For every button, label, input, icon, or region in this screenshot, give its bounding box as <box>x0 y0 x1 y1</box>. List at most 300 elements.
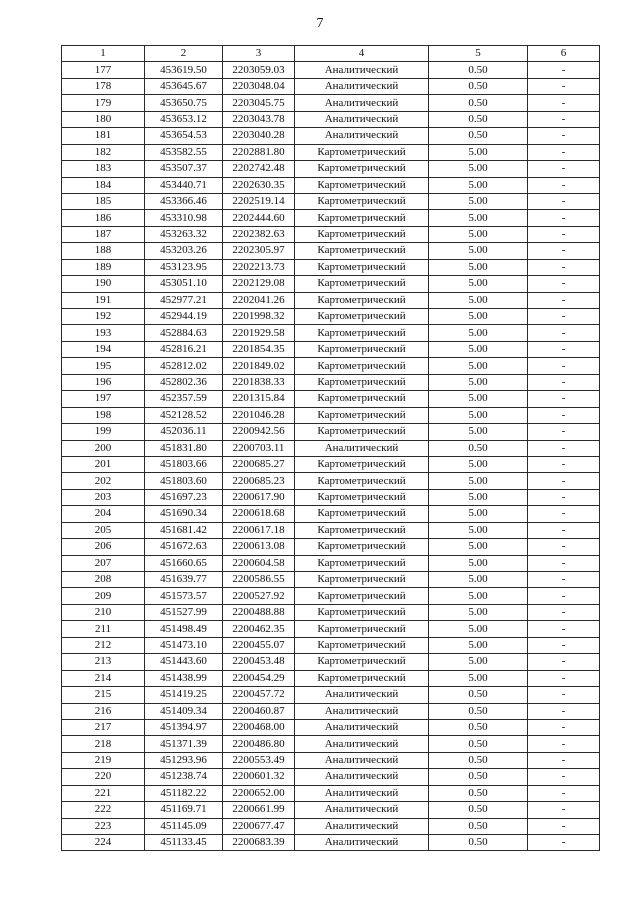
x-coordinate-cell: 453653.12 <box>145 111 223 127</box>
y-coordinate-cell: 2202382.63 <box>223 226 295 242</box>
method-cell: Картометрический <box>295 276 429 292</box>
y-coordinate-cell: 2200460.87 <box>223 703 295 719</box>
x-coordinate-cell: 453440.71 <box>145 177 223 193</box>
accuracy-cell: 5.00 <box>429 621 528 637</box>
accuracy-cell: 5.00 <box>429 456 528 472</box>
point-number-cell: 219 <box>62 752 145 768</box>
method-cell: Картометрический <box>295 193 429 209</box>
table-row <box>62 736 600 752</box>
accuracy-cell: 5.00 <box>429 506 528 522</box>
table-row <box>62 78 600 94</box>
note-cell: - <box>528 309 600 325</box>
note-cell: - <box>528 604 600 620</box>
table-row <box>62 637 600 653</box>
method-cell: Картометрический <box>295 670 429 686</box>
method-cell: Картометрический <box>295 259 429 275</box>
note-cell: - <box>528 539 600 555</box>
x-coordinate-cell: 453123.95 <box>145 259 223 275</box>
table-row <box>62 555 600 571</box>
method-cell: Картометрический <box>295 292 429 308</box>
y-coordinate-cell: 2200486.80 <box>223 736 295 752</box>
note-cell: - <box>528 292 600 308</box>
table-row <box>62 391 600 407</box>
point-number-cell: 188 <box>62 243 145 259</box>
method-cell: Аналитический <box>295 128 429 144</box>
note-cell: - <box>528 95 600 111</box>
page-number: 7 <box>316 16 324 31</box>
method-cell: Аналитический <box>295 703 429 719</box>
x-coordinate-cell: 451409.34 <box>145 703 223 719</box>
method-cell: Картометрический <box>295 144 429 160</box>
point-number-cell: 208 <box>62 572 145 588</box>
note-cell: - <box>528 473 600 489</box>
y-coordinate-cell: 2202742.48 <box>223 161 295 177</box>
x-coordinate-cell: 451697.23 <box>145 489 223 505</box>
note-cell: - <box>528 177 600 193</box>
accuracy-cell: 5.00 <box>429 424 528 440</box>
table-row <box>62 769 600 785</box>
note-cell: - <box>528 440 600 456</box>
accuracy-cell: 5.00 <box>429 341 528 357</box>
x-coordinate-cell: 451394.97 <box>145 719 223 735</box>
y-coordinate-cell: 2200617.90 <box>223 489 295 505</box>
y-coordinate-cell: 2202519.14 <box>223 193 295 209</box>
point-number-cell: 223 <box>62 818 145 834</box>
table-row <box>62 719 600 735</box>
note-cell: - <box>528 374 600 390</box>
point-number-cell: 183 <box>62 161 145 177</box>
accuracy-cell: 5.00 <box>429 555 528 571</box>
point-number-cell: 213 <box>62 654 145 670</box>
x-coordinate-cell: 452816.21 <box>145 341 223 357</box>
method-cell: Картометрический <box>295 374 429 390</box>
x-coordinate-cell: 451473.10 <box>145 637 223 653</box>
x-coordinate-cell: 451169.71 <box>145 802 223 818</box>
column-header-4: 4 <box>295 46 429 62</box>
point-number-cell: 180 <box>62 111 145 127</box>
method-cell: Картометрический <box>295 391 429 407</box>
point-number-cell: 178 <box>62 78 145 94</box>
point-number-cell: 198 <box>62 407 145 423</box>
x-coordinate-cell: 451438.99 <box>145 670 223 686</box>
method-cell: Картометрический <box>295 325 429 341</box>
y-coordinate-cell: 2203059.03 <box>223 62 295 78</box>
x-coordinate-cell: 452977.21 <box>145 292 223 308</box>
table-row <box>62 506 600 522</box>
note-cell: - <box>528 341 600 357</box>
note-cell: - <box>528 78 600 94</box>
note-cell: - <box>528 637 600 653</box>
y-coordinate-cell: 2202444.60 <box>223 210 295 226</box>
point-number-cell: 222 <box>62 802 145 818</box>
x-coordinate-cell: 451831.80 <box>145 440 223 456</box>
table-row <box>62 654 600 670</box>
point-number-cell: 211 <box>62 621 145 637</box>
y-coordinate-cell: 2202305.97 <box>223 243 295 259</box>
note-cell: - <box>528 703 600 719</box>
note-cell: - <box>528 193 600 209</box>
note-cell: - <box>528 621 600 637</box>
note-cell: - <box>528 670 600 686</box>
accuracy-cell: 5.00 <box>429 276 528 292</box>
x-coordinate-cell: 453263.32 <box>145 226 223 242</box>
table-row <box>62 128 600 144</box>
y-coordinate-cell: 2200683.39 <box>223 835 295 851</box>
table-row <box>62 604 600 620</box>
x-coordinate-cell: 451681.42 <box>145 522 223 538</box>
method-cell: Картометрический <box>295 588 429 604</box>
table-row <box>62 687 600 703</box>
accuracy-cell: 0.50 <box>429 818 528 834</box>
y-coordinate-cell: 2202213.73 <box>223 259 295 275</box>
note-cell: - <box>528 687 600 703</box>
note-cell: - <box>528 802 600 818</box>
method-cell: Картометрический <box>295 604 429 620</box>
x-coordinate-cell: 451238.74 <box>145 769 223 785</box>
point-number-cell: 191 <box>62 292 145 308</box>
table-row <box>62 226 600 242</box>
table-row <box>62 193 600 209</box>
y-coordinate-cell: 2200457.72 <box>223 687 295 703</box>
accuracy-cell: 0.50 <box>429 703 528 719</box>
method-cell: Картометрический <box>295 309 429 325</box>
method-cell: Картометрический <box>295 489 429 505</box>
y-coordinate-cell: 2200617.18 <box>223 522 295 538</box>
y-coordinate-cell: 2203048.04 <box>223 78 295 94</box>
y-coordinate-cell: 2201929.58 <box>223 325 295 341</box>
column-header-2: 2 <box>145 46 223 62</box>
note-cell: - <box>528 785 600 801</box>
y-coordinate-cell: 2200613.08 <box>223 539 295 555</box>
x-coordinate-cell: 451672.63 <box>145 539 223 555</box>
y-coordinate-cell: 2202881.80 <box>223 144 295 160</box>
table-row <box>62 95 600 111</box>
table-row <box>62 835 600 851</box>
point-number-cell: 201 <box>62 456 145 472</box>
column-header-6: 6 <box>528 46 600 62</box>
x-coordinate-cell: 453650.75 <box>145 95 223 111</box>
note-cell: - <box>528 407 600 423</box>
y-coordinate-cell: 2200454.29 <box>223 670 295 686</box>
method-cell: Аналитический <box>295 719 429 735</box>
accuracy-cell: 5.00 <box>429 539 528 555</box>
column-header-3: 3 <box>223 46 295 62</box>
method-cell: Картометрический <box>295 226 429 242</box>
x-coordinate-cell: 451690.34 <box>145 506 223 522</box>
y-coordinate-cell: 2202630.35 <box>223 177 295 193</box>
x-coordinate-cell: 453654.53 <box>145 128 223 144</box>
method-cell: Аналитический <box>295 818 429 834</box>
x-coordinate-cell: 452128.52 <box>145 407 223 423</box>
point-number-cell: 193 <box>62 325 145 341</box>
method-cell: Картометрический <box>295 572 429 588</box>
point-number-cell: 195 <box>62 358 145 374</box>
method-cell: Картометрический <box>295 161 429 177</box>
header-row <box>62 46 600 62</box>
y-coordinate-cell: 2200604.58 <box>223 555 295 571</box>
note-cell: - <box>528 456 600 472</box>
note-cell: - <box>528 259 600 275</box>
x-coordinate-cell: 453507.37 <box>145 161 223 177</box>
accuracy-cell: 5.00 <box>429 374 528 390</box>
y-coordinate-cell: 2200453.48 <box>223 654 295 670</box>
x-coordinate-cell: 451293.96 <box>145 752 223 768</box>
point-number-cell: 182 <box>62 144 145 160</box>
accuracy-cell: 5.00 <box>429 588 528 604</box>
x-coordinate-cell: 453645.67 <box>145 78 223 94</box>
accuracy-cell: 0.50 <box>429 785 528 801</box>
method-cell: Аналитический <box>295 752 429 768</box>
note-cell: - <box>528 489 600 505</box>
point-number-cell: 200 <box>62 440 145 456</box>
table-header <box>62 46 600 62</box>
accuracy-cell: 5.00 <box>429 243 528 259</box>
accuracy-cell: 5.00 <box>429 144 528 160</box>
y-coordinate-cell: 2200455.07 <box>223 637 295 653</box>
point-number-cell: 216 <box>62 703 145 719</box>
y-coordinate-cell: 2201838.33 <box>223 374 295 390</box>
x-coordinate-cell: 452357.59 <box>145 391 223 407</box>
method-cell: Аналитический <box>295 687 429 703</box>
accuracy-cell: 0.50 <box>429 835 528 851</box>
note-cell: - <box>528 818 600 834</box>
x-coordinate-cell: 451803.60 <box>145 473 223 489</box>
accuracy-cell: 0.50 <box>429 687 528 703</box>
y-coordinate-cell: 2201998.32 <box>223 309 295 325</box>
accuracy-cell: 5.00 <box>429 325 528 341</box>
method-cell: Картометрический <box>295 243 429 259</box>
y-coordinate-cell: 2200677.47 <box>223 818 295 834</box>
table-row <box>62 325 600 341</box>
x-coordinate-cell: 451498.49 <box>145 621 223 637</box>
column-header-5: 5 <box>429 46 528 62</box>
note-cell: - <box>528 654 600 670</box>
accuracy-cell: 0.50 <box>429 128 528 144</box>
point-number-cell: 177 <box>62 62 145 78</box>
column-header-1: 1 <box>62 46 145 62</box>
method-cell: Аналитический <box>295 835 429 851</box>
note-cell: - <box>528 128 600 144</box>
y-coordinate-cell: 2201315.84 <box>223 391 295 407</box>
accuracy-cell: 0.50 <box>429 769 528 785</box>
x-coordinate-cell: 452802.36 <box>145 374 223 390</box>
accuracy-cell: 0.50 <box>429 719 528 735</box>
accuracy-cell: 5.00 <box>429 637 528 653</box>
note-cell: - <box>528 358 600 374</box>
table-row <box>62 703 600 719</box>
method-cell: Аналитический <box>295 78 429 94</box>
method-cell: Картометрический <box>295 506 429 522</box>
table-row <box>62 374 600 390</box>
note-cell: - <box>528 325 600 341</box>
table-row <box>62 111 600 127</box>
note-cell: - <box>528 572 600 588</box>
table-row <box>62 407 600 423</box>
accuracy-cell: 5.00 <box>429 670 528 686</box>
accuracy-cell: 0.50 <box>429 802 528 818</box>
point-number-cell: 206 <box>62 539 145 555</box>
point-number-cell: 194 <box>62 341 145 357</box>
table-row <box>62 539 600 555</box>
x-coordinate-cell: 451803.66 <box>145 456 223 472</box>
y-coordinate-cell: 2200553.49 <box>223 752 295 768</box>
note-cell: - <box>528 210 600 226</box>
y-coordinate-cell: 2200586.55 <box>223 572 295 588</box>
table-row <box>62 456 600 472</box>
point-number-cell: 214 <box>62 670 145 686</box>
note-cell: - <box>528 161 600 177</box>
x-coordinate-cell: 452812.02 <box>145 358 223 374</box>
accuracy-cell: 5.00 <box>429 259 528 275</box>
accuracy-cell: 5.00 <box>429 489 528 505</box>
x-coordinate-cell: 452036.11 <box>145 424 223 440</box>
note-cell: - <box>528 719 600 735</box>
point-number-cell: 218 <box>62 736 145 752</box>
note-cell: - <box>528 144 600 160</box>
point-number-cell: 192 <box>62 309 145 325</box>
x-coordinate-cell: 453051.10 <box>145 276 223 292</box>
table-row <box>62 473 600 489</box>
y-coordinate-cell: 2202129.08 <box>223 276 295 292</box>
table-body <box>62 62 600 851</box>
x-coordinate-cell: 451371.39 <box>145 736 223 752</box>
y-coordinate-cell: 2200527.92 <box>223 588 295 604</box>
x-coordinate-cell: 453582.55 <box>145 144 223 160</box>
accuracy-cell: 5.00 <box>429 407 528 423</box>
point-number-cell: 217 <box>62 719 145 735</box>
accuracy-cell: 5.00 <box>429 292 528 308</box>
note-cell: - <box>528 243 600 259</box>
method-cell: Картометрический <box>295 522 429 538</box>
accuracy-cell: 5.00 <box>429 473 528 489</box>
method-cell: Аналитический <box>295 62 429 78</box>
y-coordinate-cell: 2200942.56 <box>223 424 295 440</box>
point-number-cell: 207 <box>62 555 145 571</box>
table-row <box>62 752 600 768</box>
accuracy-cell: 5.00 <box>429 654 528 670</box>
y-coordinate-cell: 2201854.35 <box>223 341 295 357</box>
coordinates-table <box>61 45 600 851</box>
accuracy-cell: 0.50 <box>429 440 528 456</box>
method-cell: Картометрический <box>295 473 429 489</box>
table-row <box>62 440 600 456</box>
accuracy-cell: 5.00 <box>429 358 528 374</box>
method-cell: Аналитический <box>295 440 429 456</box>
x-coordinate-cell: 451182.22 <box>145 785 223 801</box>
note-cell: - <box>528 522 600 538</box>
method-cell: Аналитический <box>295 769 429 785</box>
method-cell: Аналитический <box>295 785 429 801</box>
y-coordinate-cell: 2200462.35 <box>223 621 295 637</box>
note-cell: - <box>528 588 600 604</box>
note-cell: - <box>528 62 600 78</box>
y-coordinate-cell: 2200652.00 <box>223 785 295 801</box>
y-coordinate-cell: 2201046.28 <box>223 407 295 423</box>
y-coordinate-cell: 2200685.27 <box>223 456 295 472</box>
method-cell: Картометрический <box>295 621 429 637</box>
point-number-cell: 187 <box>62 226 145 242</box>
point-number-cell: 212 <box>62 637 145 653</box>
method-cell: Картометрический <box>295 424 429 440</box>
method-cell: Картометрический <box>295 654 429 670</box>
method-cell: Картометрический <box>295 456 429 472</box>
y-coordinate-cell: 2200618.68 <box>223 506 295 522</box>
method-cell: Картометрический <box>295 210 429 226</box>
accuracy-cell: 0.50 <box>429 62 528 78</box>
note-cell: - <box>528 424 600 440</box>
method-cell: Картометрический <box>295 637 429 653</box>
accuracy-cell: 5.00 <box>429 572 528 588</box>
point-number-cell: 215 <box>62 687 145 703</box>
note-cell: - <box>528 835 600 851</box>
accuracy-cell: 5.00 <box>429 309 528 325</box>
point-number-cell: 205 <box>62 522 145 538</box>
method-cell: Картометрический <box>295 358 429 374</box>
point-number-cell: 190 <box>62 276 145 292</box>
accuracy-cell: 5.00 <box>429 177 528 193</box>
x-coordinate-cell: 452884.63 <box>145 325 223 341</box>
y-coordinate-cell: 2200601.32 <box>223 769 295 785</box>
point-number-cell: 221 <box>62 785 145 801</box>
method-cell: Картометрический <box>295 407 429 423</box>
table-row <box>62 785 600 801</box>
note-cell: - <box>528 276 600 292</box>
x-coordinate-cell: 451419.25 <box>145 687 223 703</box>
x-coordinate-cell: 453310.98 <box>145 210 223 226</box>
table-row <box>62 62 600 78</box>
note-cell: - <box>528 226 600 242</box>
y-coordinate-cell: 2200661.99 <box>223 802 295 818</box>
table-row <box>62 259 600 275</box>
note-cell: - <box>528 555 600 571</box>
table-row <box>62 572 600 588</box>
x-coordinate-cell: 453203.26 <box>145 243 223 259</box>
table-row <box>62 522 600 538</box>
x-coordinate-cell: 451527.99 <box>145 604 223 620</box>
note-cell: - <box>528 506 600 522</box>
x-coordinate-cell: 451443.60 <box>145 654 223 670</box>
x-coordinate-cell: 451660.65 <box>145 555 223 571</box>
point-number-cell: 209 <box>62 588 145 604</box>
y-coordinate-cell: 2203040.28 <box>223 128 295 144</box>
point-number-cell: 202 <box>62 473 145 489</box>
table-row <box>62 309 600 325</box>
table-row <box>62 489 600 505</box>
table-row <box>62 292 600 308</box>
method-cell: Аналитический <box>295 111 429 127</box>
accuracy-cell: 5.00 <box>429 226 528 242</box>
point-number-cell: 181 <box>62 128 145 144</box>
method-cell: Аналитический <box>295 95 429 111</box>
table-row <box>62 177 600 193</box>
point-number-cell: 203 <box>62 489 145 505</box>
table-row <box>62 276 600 292</box>
accuracy-cell: 0.50 <box>429 95 528 111</box>
y-coordinate-cell: 2203045.75 <box>223 95 295 111</box>
table-row <box>62 670 600 686</box>
method-cell: Аналитический <box>295 802 429 818</box>
point-number-cell: 204 <box>62 506 145 522</box>
y-coordinate-cell: 2200703.11 <box>223 440 295 456</box>
point-number-cell: 189 <box>62 259 145 275</box>
point-number-cell: 185 <box>62 193 145 209</box>
point-number-cell: 196 <box>62 374 145 390</box>
point-number-cell: 220 <box>62 769 145 785</box>
x-coordinate-cell: 452944.19 <box>145 309 223 325</box>
note-cell: - <box>528 752 600 768</box>
table-row <box>62 424 600 440</box>
accuracy-cell: 5.00 <box>429 391 528 407</box>
